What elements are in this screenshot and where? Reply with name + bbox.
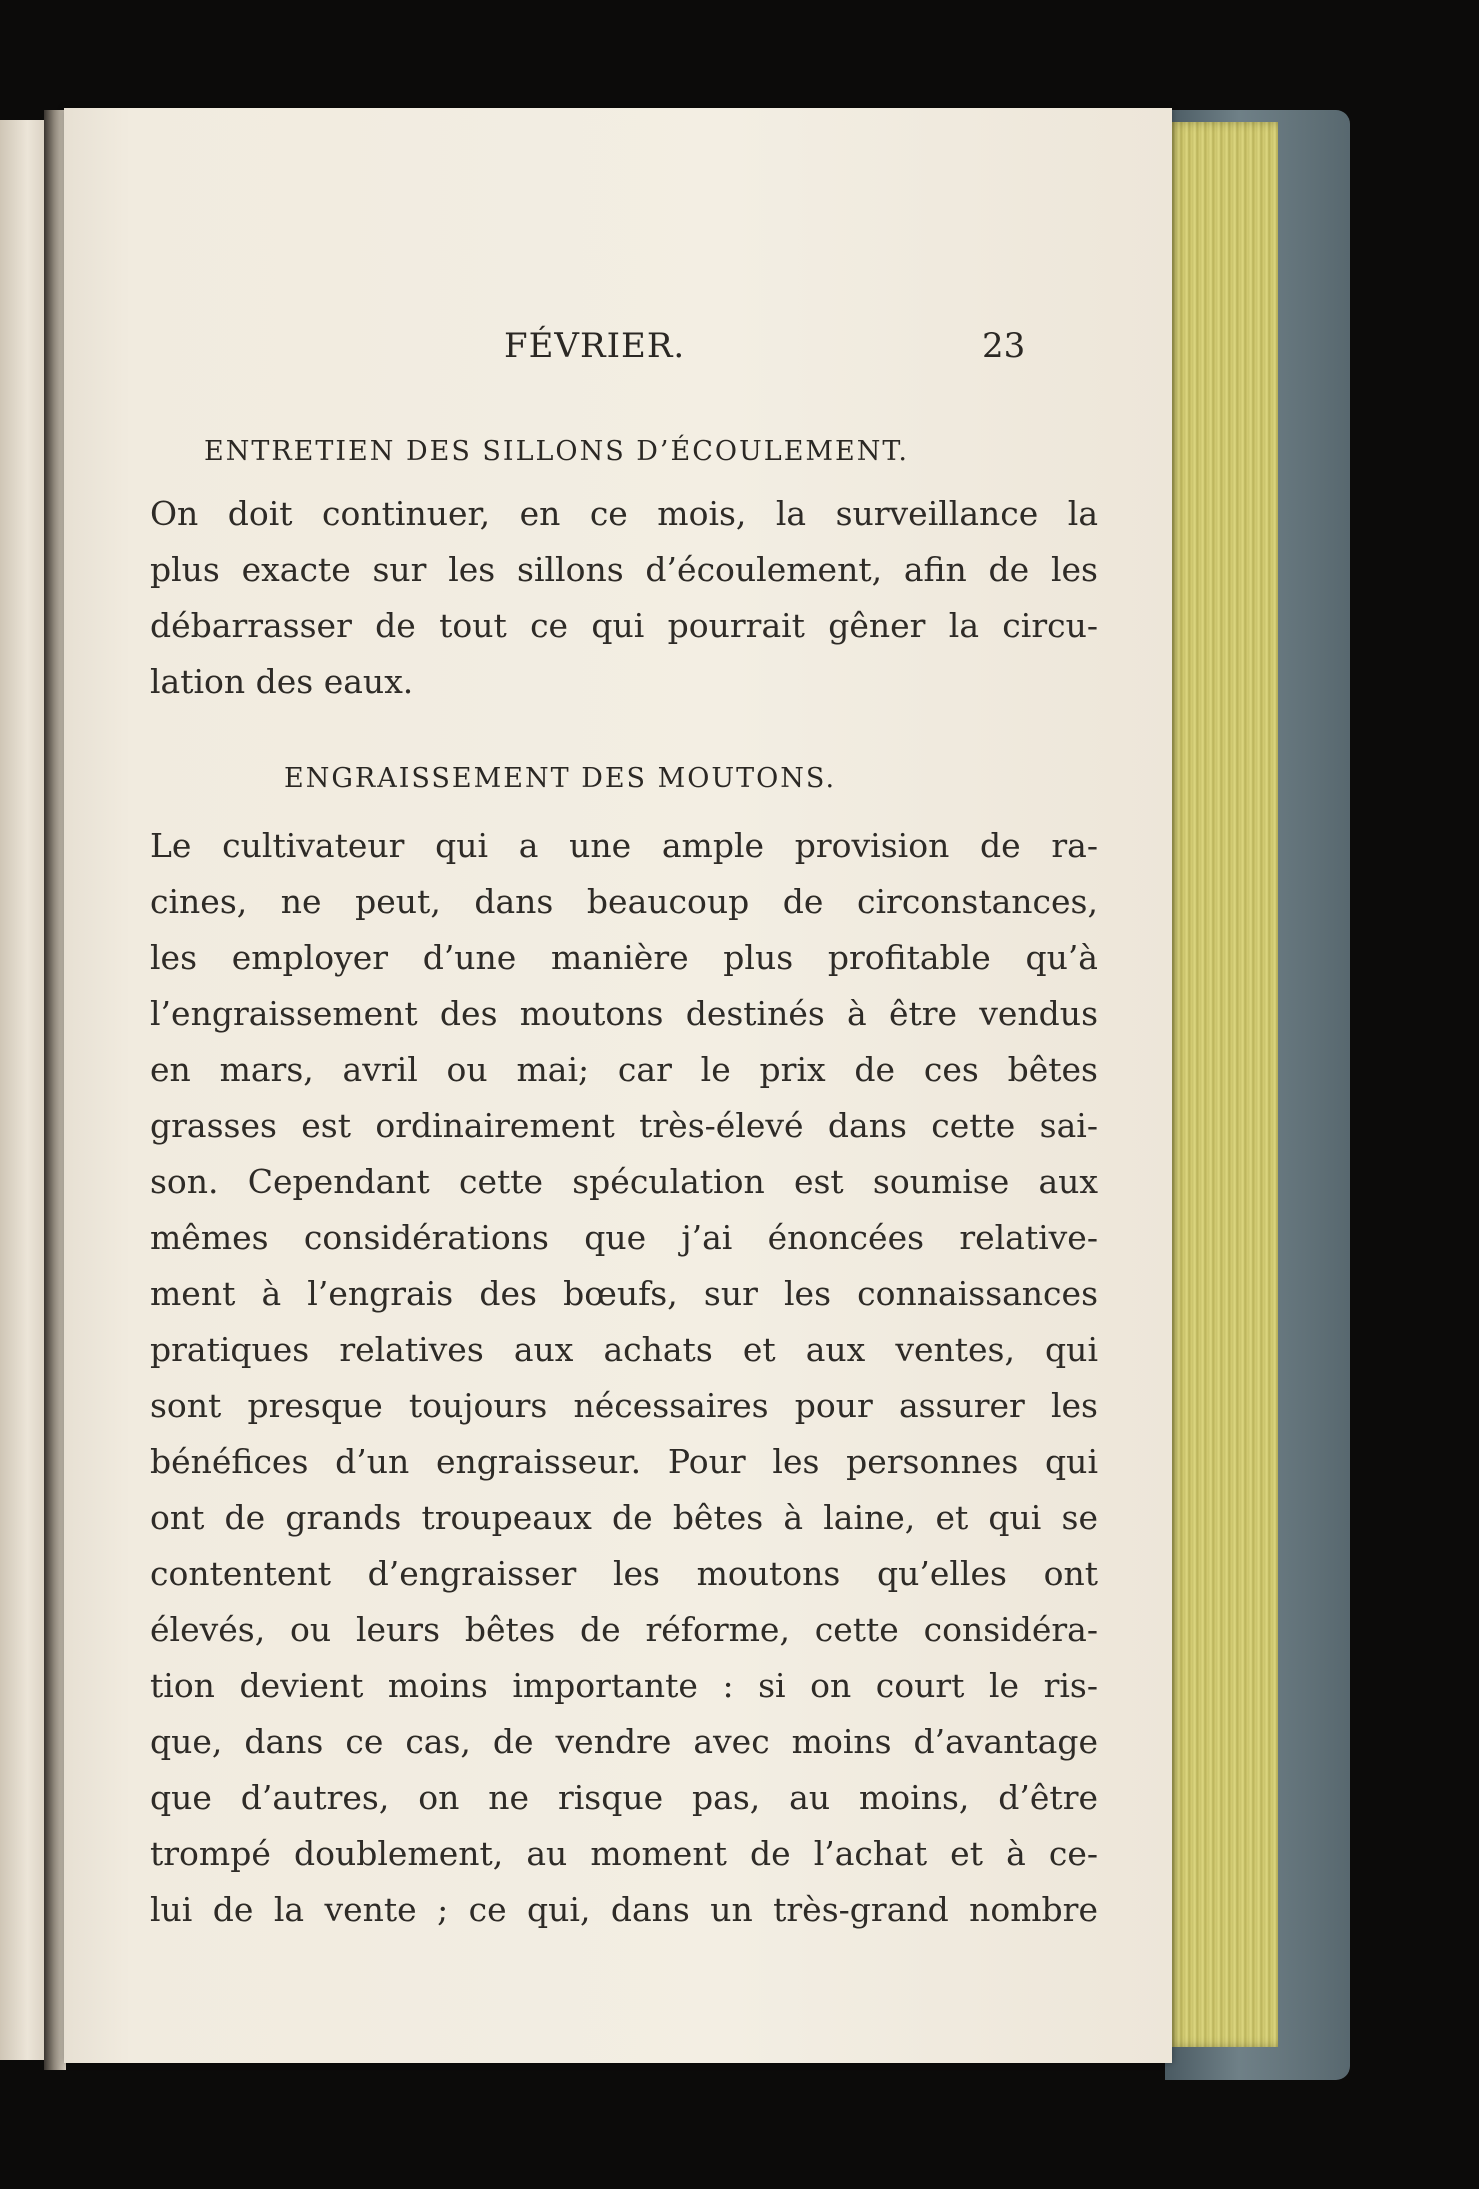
book-page	[64, 108, 1172, 2063]
section-title-engraissement: ENGRAISSEMENT DES MOUTONS.	[284, 763, 837, 794]
text-line: pratiques relatives aux achats et aux ventes, qui	[150, 1330, 1098, 1369]
text-line: lui de la vente ; ce qui, dans un très-grand nombre	[150, 1890, 1098, 1929]
text-line: On doit continuer, en ce mois, la surveillance la	[150, 494, 1098, 533]
page-number: 23	[982, 326, 1026, 366]
text-line: que d’autres, on ne risque pas, au moins, d’être	[150, 1778, 1098, 1817]
text-line: élevés, ou leurs bêtes de réforme, cette considéra-	[150, 1610, 1098, 1649]
book-gutter	[44, 110, 66, 2070]
text-line: trompé doublement, au moment de l’achat et à ce-	[150, 1834, 1098, 1873]
paragraph-engraissement	[150, 818, 1098, 1938]
text-line: mêmes considérations que j’ai énoncées relative-	[150, 1218, 1098, 1257]
text-line: l’engraissement des moutons destinés à être vendus	[150, 994, 1098, 1033]
running-head: FÉVRIER.	[504, 326, 686, 366]
text-line: bénéfices d’un engraisseur. Pour les personnes qui	[150, 1442, 1098, 1481]
text-line: les employer d’une manière plus profitable qu’à	[150, 938, 1098, 977]
text-line: lation des eaux.	[150, 662, 414, 701]
text-line: tion devient moins importante : si on court le ris-	[150, 1666, 1098, 1705]
text-line: sont presque toujours nécessaires pour assurer les	[150, 1386, 1098, 1425]
text-line: que, dans ce cas, de vendre avec moins d’avantage	[150, 1722, 1098, 1761]
section-title-entretien: ENTRETIEN DES SILLONS D’ÉCOULEMENT.	[204, 436, 910, 467]
text-line: ment à l’engrais des bœufs, sur les connaissances	[150, 1274, 1098, 1313]
page-header	[64, 326, 1172, 374]
page-block-edges	[1168, 122, 1278, 2047]
text-line: grasses est ordinairement très-élevé dans cette sai-	[150, 1106, 1098, 1145]
text-line: contentent d’engraisser les moutons qu’elles ont	[150, 1554, 1098, 1593]
text-line: ont de grands troupeaux de bêtes à laine, et qui se	[150, 1498, 1098, 1537]
text-line: en mars, avril ou mai; car le prix de ces bêtes	[150, 1050, 1098, 1089]
text-line: son. Cependant cette spéculation est soumise aux	[150, 1162, 1098, 1201]
paragraph-entretien	[150, 486, 1098, 710]
text-line: cines, ne peut, dans beaucoup de circonstances,	[150, 882, 1098, 921]
text-line: débarrasser de tout ce qui pourrait gêner la circu-	[150, 606, 1098, 645]
text-line: plus exacte sur les sillons d’écoulement, afin de les	[150, 550, 1098, 589]
facing-page-edge	[0, 120, 46, 2060]
text-line: Le cultivateur qui a une ample provision de ra-	[150, 826, 1098, 865]
